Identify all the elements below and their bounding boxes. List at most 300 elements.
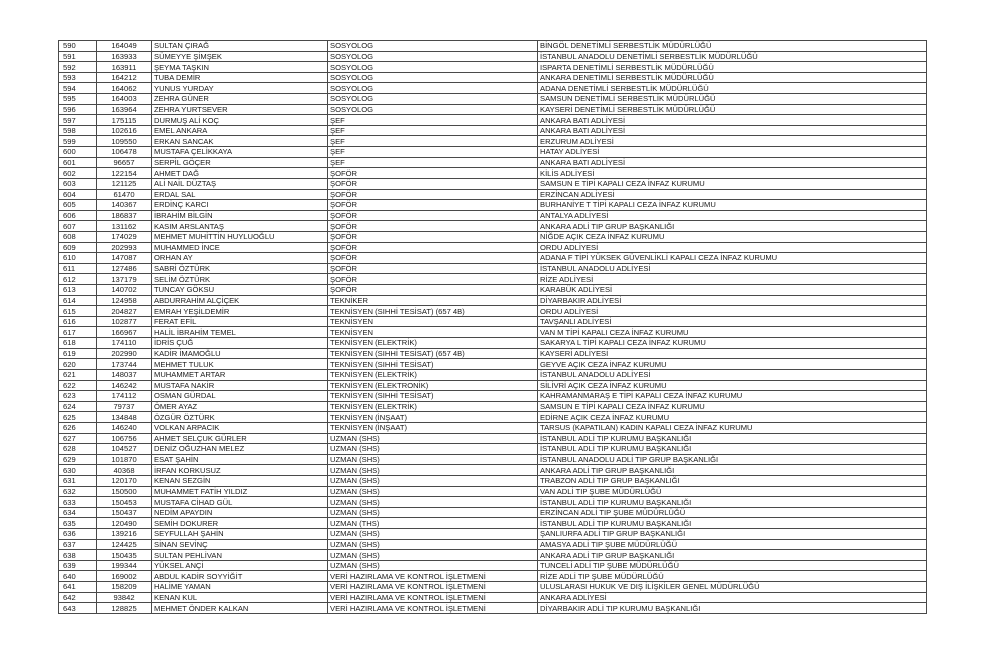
registry-number-cell: 173744 xyxy=(97,359,152,370)
assigned-unit-cell: TUNCELİ ADLİ TIP ŞUBE MÜDÜRLÜĞÜ xyxy=(538,560,927,571)
table-row xyxy=(59,306,927,317)
registry-number-cell: 150453 xyxy=(97,497,152,508)
job-title-cell: UZMAN (SHS) xyxy=(328,444,538,455)
full-name-cell: NEDİM APAYDIN xyxy=(152,507,328,518)
assigned-unit-cell: HATAY ADLİYESİ xyxy=(538,147,927,158)
job-title-cell: ŞOFÖR xyxy=(328,242,538,253)
table-row xyxy=(59,125,927,136)
row-number-cell: 629 xyxy=(59,454,97,465)
assigned-unit-cell: ANKARA DENETİMLİ SERBESTLİK MÜDÜRLÜĞÜ xyxy=(538,72,927,83)
full-name-cell: MEHMET ÖNDER KALKAN xyxy=(152,603,328,614)
registry-number-cell: 102616 xyxy=(97,125,152,136)
job-title-cell: ŞEF xyxy=(328,115,538,126)
full-name-cell: FERAT EFİL xyxy=(152,316,328,327)
full-name-cell: VOLKAN ARPACIK xyxy=(152,422,328,433)
full-name-cell: MUSTAFA NAKİR xyxy=(152,380,328,391)
job-title-cell: SOSYOLOG xyxy=(328,41,538,52)
table-row xyxy=(59,62,927,73)
assigned-unit-cell: ANKARA ADLİYESİ xyxy=(538,592,927,603)
job-title-cell: VERİ HAZIRLAMA VE KONTROL İŞLETMENİ xyxy=(328,603,538,614)
table-row xyxy=(59,369,927,380)
full-name-cell: KASIM ARSLANTAŞ xyxy=(152,221,328,232)
registry-number-cell: 102877 xyxy=(97,316,152,327)
full-name-cell: TUNCAY GÖKSU xyxy=(152,285,328,296)
assigned-unit-cell: ANKARA BATI ADLİYESİ xyxy=(538,115,927,126)
registry-number-cell: 199344 xyxy=(97,560,152,571)
table-row xyxy=(59,41,927,52)
table-row xyxy=(59,94,927,105)
job-title-cell: TEKNİSYEN (SIHHİ TESİSAT) (657 4B) xyxy=(328,348,538,359)
assigned-unit-cell: ANKARA BATI ADLİYESİ xyxy=(538,125,927,136)
row-number-cell: 604 xyxy=(59,189,97,200)
full-name-cell: ŞEYMA TAŞKIN xyxy=(152,62,328,73)
assigned-unit-cell: TRABZON ADLİ TIP GRUP BAŞKANLIĞI xyxy=(538,475,927,486)
row-number-cell: 590 xyxy=(59,41,97,52)
table-row xyxy=(59,444,927,455)
job-title-cell: ŞOFÖR xyxy=(328,189,538,200)
registry-number-cell: 164049 xyxy=(97,41,152,52)
table-row xyxy=(59,72,927,83)
assigned-unit-cell: GEYVE AÇIK CEZA İNFAZ KURUMU xyxy=(538,359,927,370)
registry-number-cell: 169002 xyxy=(97,571,152,582)
row-number-cell: 637 xyxy=(59,539,97,550)
registry-number-cell: 120170 xyxy=(97,475,152,486)
job-title-cell: UZMAN (SHS) xyxy=(328,497,538,508)
table-row xyxy=(59,104,927,115)
row-number-cell: 619 xyxy=(59,348,97,359)
row-number-cell: 642 xyxy=(59,592,97,603)
table-row xyxy=(59,83,927,94)
full-name-cell: MUHAMMET ARTAR xyxy=(152,369,328,380)
full-name-cell: ESAT ŞAHİN xyxy=(152,454,328,465)
assigned-unit-cell: BİNGÖL DENETİMLİ SERBESTLİK MÜDÜRLÜĞÜ xyxy=(538,41,927,52)
assigned-unit-cell: SAMSUN DENETİMLİ SERBESTLİK MÜDÜRLÜĞÜ xyxy=(538,94,927,105)
registry-number-cell: 96657 xyxy=(97,157,152,168)
full-name-cell: SİNAN SEVİNÇ xyxy=(152,539,328,550)
personnel-table xyxy=(58,40,927,614)
row-number-cell: 596 xyxy=(59,104,97,115)
table-row xyxy=(59,539,927,550)
registry-number-cell: 146242 xyxy=(97,380,152,391)
row-number-cell: 597 xyxy=(59,115,97,126)
job-title-cell: UZMAN (SHS) xyxy=(328,529,538,540)
assigned-unit-cell: BURHANİYE T TİPİ KAPALI CEZA İNFAZ KURUMU xyxy=(538,200,927,211)
registry-number-cell: 175115 xyxy=(97,115,152,126)
row-number-cell: 618 xyxy=(59,338,97,349)
registry-number-cell: 131162 xyxy=(97,221,152,232)
registry-number-cell: 120490 xyxy=(97,518,152,529)
job-title-cell: ŞOFÖR xyxy=(328,200,538,211)
row-number-cell: 621 xyxy=(59,369,97,380)
registry-number-cell: 121125 xyxy=(97,178,152,189)
table-body xyxy=(59,41,927,614)
row-number-cell: 630 xyxy=(59,465,97,476)
job-title-cell: TEKNİSYEN (ELEKTRONİK) xyxy=(328,380,538,391)
assigned-unit-cell: İSTANBUL ADLİ TIP KURUMU BAŞKANLIĞI xyxy=(538,518,927,529)
job-title-cell: UZMAN (THS) xyxy=(328,518,538,529)
row-number-cell: 633 xyxy=(59,497,97,508)
table-row xyxy=(59,189,927,200)
table-row xyxy=(59,327,927,338)
full-name-cell: ÖZGÜR ÖZTÜRK xyxy=(152,412,328,423)
full-name-cell: AHMET SELÇUK GÜRLER xyxy=(152,433,328,444)
full-name-cell: İRFAN KORKUSUZ xyxy=(152,465,328,476)
assigned-unit-cell: İSTANBUL ANADOLU ADLİYESİ xyxy=(538,263,927,274)
assigned-unit-cell: ERZİNCAN ADLİ TIP ŞUBE MÜDÜRLÜĞÜ xyxy=(538,507,927,518)
registry-number-cell: 174029 xyxy=(97,231,152,242)
full-name-cell: AHMET DAĞ xyxy=(152,168,328,179)
table-row xyxy=(59,285,927,296)
job-title-cell: ŞOFÖR xyxy=(328,231,538,242)
full-name-cell: ÖMER AYAZ xyxy=(152,401,328,412)
job-title-cell: ŞOFÖR xyxy=(328,221,538,232)
row-number-cell: 595 xyxy=(59,94,97,105)
full-name-cell: ALİ NAİL DÜZTAŞ xyxy=(152,178,328,189)
job-title-cell: SOSYOLOG xyxy=(328,72,538,83)
assigned-unit-cell: İSTANBUL ADLİ TIP KURUMU BAŞKANLIĞI xyxy=(538,433,927,444)
table-row xyxy=(59,454,927,465)
full-name-cell: DENİZ OĞUZHAN MELEZ xyxy=(152,444,328,455)
assigned-unit-cell: RİZE ADLİ TIP ŞUBE MÜDÜRLÜĞÜ xyxy=(538,571,927,582)
registry-number-cell: 134848 xyxy=(97,412,152,423)
registry-number-cell: 202990 xyxy=(97,348,152,359)
row-number-cell: 612 xyxy=(59,274,97,285)
job-title-cell: UZMAN (SHS) xyxy=(328,539,538,550)
full-name-cell: SÜMEYYE ŞİMŞEK xyxy=(152,51,328,62)
row-number-cell: 591 xyxy=(59,51,97,62)
assigned-unit-cell: İSTANBUL ADLİ TIP KURUMU BAŞKANLIĞI xyxy=(538,497,927,508)
full-name-cell: SEMİH DOKURER xyxy=(152,518,328,529)
full-name-cell: YÜKSEL ANÇİ xyxy=(152,560,328,571)
full-name-cell: SERPİL GÖÇER xyxy=(152,157,328,168)
registry-number-cell: 163964 xyxy=(97,104,152,115)
assigned-unit-cell: ANKARA ADLİ TIP GRUP BAŞKANLIĞI xyxy=(538,221,927,232)
table-row xyxy=(59,178,927,189)
assigned-unit-cell: DİYARBAKIR ADLİ TIP KURUMU BAŞKANLIĞI xyxy=(538,603,927,614)
registry-number-cell: 163933 xyxy=(97,51,152,62)
row-number-cell: 628 xyxy=(59,444,97,455)
full-name-cell: KENAN KUL xyxy=(152,592,328,603)
assigned-unit-cell: ANKARA BATI ADLİYESİ xyxy=(538,157,927,168)
registry-number-cell: 124958 xyxy=(97,295,152,306)
table-row xyxy=(59,412,927,423)
row-number-cell: 626 xyxy=(59,422,97,433)
table-row xyxy=(59,550,927,561)
table-row xyxy=(59,295,927,306)
table-row xyxy=(59,157,927,168)
registry-number-cell: 124425 xyxy=(97,539,152,550)
registry-number-cell: 140367 xyxy=(97,200,152,211)
registry-number-cell: 166967 xyxy=(97,327,152,338)
registry-number-cell: 150435 xyxy=(97,550,152,561)
table-row xyxy=(59,242,927,253)
assigned-unit-cell: ORDU ADLİYESİ xyxy=(538,306,927,317)
table-row xyxy=(59,316,927,327)
registry-number-cell: 122154 xyxy=(97,168,152,179)
table-row xyxy=(59,168,927,179)
row-number-cell: 608 xyxy=(59,231,97,242)
row-number-cell: 634 xyxy=(59,507,97,518)
table-row xyxy=(59,475,927,486)
assigned-unit-cell: ŞANLIURFA ADLİ TIP GRUP BAŞKANLIĞI xyxy=(538,529,927,540)
registry-number-cell: 104527 xyxy=(97,444,152,455)
assigned-unit-cell: ERZURUM ADLİYESİ xyxy=(538,136,927,147)
registry-number-cell: 109550 xyxy=(97,136,152,147)
full-name-cell: ZEHRA YURTSEVER xyxy=(152,104,328,115)
table-row xyxy=(59,359,927,370)
row-number-cell: 594 xyxy=(59,83,97,94)
registry-number-cell: 202993 xyxy=(97,242,152,253)
full-name-cell: HALİL İBRAHİM TEMEL xyxy=(152,327,328,338)
registry-number-cell: 150437 xyxy=(97,507,152,518)
registry-number-cell: 79737 xyxy=(97,401,152,412)
full-name-cell: SULTAN PEHLİVAN xyxy=(152,550,328,561)
registry-number-cell: 164003 xyxy=(97,94,152,105)
table-row xyxy=(59,200,927,211)
registry-number-cell: 164062 xyxy=(97,83,152,94)
table-row xyxy=(59,274,927,285)
document-sheet xyxy=(58,40,926,614)
registry-number-cell: 148037 xyxy=(97,369,152,380)
row-number-cell: 631 xyxy=(59,475,97,486)
registry-number-cell: 158209 xyxy=(97,582,152,593)
row-number-cell: 639 xyxy=(59,560,97,571)
row-number-cell: 638 xyxy=(59,550,97,561)
assigned-unit-cell: RİZE ADLİYESİ xyxy=(538,274,927,285)
table-row xyxy=(59,497,927,508)
full-name-cell: ABDURRAHİM ALÇİÇEK xyxy=(152,295,328,306)
job-title-cell: UZMAN (SHS) xyxy=(328,507,538,518)
job-title-cell: SOSYOLOG xyxy=(328,83,538,94)
row-number-cell: 600 xyxy=(59,147,97,158)
assigned-unit-cell: KAYSERİ ADLİYESİ xyxy=(538,348,927,359)
job-title-cell: SOSYOLOG xyxy=(328,51,538,62)
table-row xyxy=(59,603,927,614)
row-number-cell: 616 xyxy=(59,316,97,327)
full-name-cell: YUNUS YURDAY xyxy=(152,83,328,94)
full-name-cell: İDRİS ÇUĞ xyxy=(152,338,328,349)
table-row xyxy=(59,507,927,518)
job-title-cell: SOSYOLOG xyxy=(328,94,538,105)
table-row xyxy=(59,582,927,593)
row-number-cell: 613 xyxy=(59,285,97,296)
registry-number-cell: 61470 xyxy=(97,189,152,200)
assigned-unit-cell: İSTANBUL ADLİ TIP KURUMU BAŞKANLIĞI xyxy=(538,444,927,455)
job-title-cell: TEKNİSYEN xyxy=(328,316,538,327)
job-title-cell: UZMAN (SHS) xyxy=(328,560,538,571)
assigned-unit-cell: TAVŞANLI ADLİYESİ xyxy=(538,316,927,327)
table-row xyxy=(59,486,927,497)
job-title-cell: UZMAN (SHS) xyxy=(328,433,538,444)
table-row xyxy=(59,465,927,476)
full-name-cell: SABRİ ÖZTÜRK xyxy=(152,263,328,274)
job-title-cell: TEKNİSYEN (ELEKTRİK) xyxy=(328,401,538,412)
full-name-cell: TUBA DEMİR xyxy=(152,72,328,83)
job-title-cell: VERİ HAZIRLAMA VE KONTROL İŞLETMENİ xyxy=(328,592,538,603)
row-number-cell: 643 xyxy=(59,603,97,614)
row-number-cell: 609 xyxy=(59,242,97,253)
table-row xyxy=(59,210,927,221)
registry-number-cell: 164212 xyxy=(97,72,152,83)
table-row xyxy=(59,338,927,349)
job-title-cell: ŞEF xyxy=(328,147,538,158)
full-name-cell: MEHMET MUHİTTİN HUYLUOĞLU xyxy=(152,231,328,242)
row-number-cell: 598 xyxy=(59,125,97,136)
registry-number-cell: 140702 xyxy=(97,285,152,296)
full-name-cell: SULTAN ÇIRAĞ xyxy=(152,41,328,52)
assigned-unit-cell: SAKARYA L TİPİ KAPALI CEZA İNFAZ KURUMU xyxy=(538,338,927,349)
registry-number-cell: 127486 xyxy=(97,263,152,274)
registry-number-cell: 147087 xyxy=(97,253,152,264)
table-row xyxy=(59,51,927,62)
full-name-cell: EMRAH YEŞİLDEMİR xyxy=(152,306,328,317)
row-number-cell: 640 xyxy=(59,571,97,582)
row-number-cell: 635 xyxy=(59,518,97,529)
full-name-cell: ERDAL SAL xyxy=(152,189,328,200)
table-row xyxy=(59,136,927,147)
assigned-unit-cell: SİLİVRİ AÇIK CEZA İNFAZ KURUMU xyxy=(538,380,927,391)
row-number-cell: 624 xyxy=(59,401,97,412)
assigned-unit-cell: KAYSERİ DENETİMLİ SERBESTLİK MÜDÜRLÜĞÜ xyxy=(538,104,927,115)
full-name-cell: SELİM ÖZTÜRK xyxy=(152,274,328,285)
registry-number-cell: 139216 xyxy=(97,529,152,540)
row-number-cell: 620 xyxy=(59,359,97,370)
assigned-unit-cell: ORDU ADLİYESİ xyxy=(538,242,927,253)
job-title-cell: TEKNİSYEN (ELEKTRİK) xyxy=(328,369,538,380)
table-row xyxy=(59,391,927,402)
registry-number-cell: 106756 xyxy=(97,433,152,444)
job-title-cell: VERİ HAZIRLAMA VE KONTROL İŞLETMENİ xyxy=(328,571,538,582)
assigned-unit-cell: VAN ADLİ TIP ŞUBE MÜDÜRLÜĞÜ xyxy=(538,486,927,497)
row-number-cell: 614 xyxy=(59,295,97,306)
registry-number-cell: 93842 xyxy=(97,592,152,603)
assigned-unit-cell: ANKARA ADLİ TIP GRUP BAŞKANLIĞI xyxy=(538,465,927,476)
job-title-cell: TEKNİKER xyxy=(328,295,538,306)
full-name-cell: ERKAN SANCAK xyxy=(152,136,328,147)
job-title-cell: ŞEF xyxy=(328,136,538,147)
assigned-unit-cell: KARABÜK ADLİYESİ xyxy=(538,285,927,296)
registry-number-cell: 204827 xyxy=(97,306,152,317)
row-number-cell: 615 xyxy=(59,306,97,317)
registry-number-cell: 40368 xyxy=(97,465,152,476)
job-title-cell: ŞOFÖR xyxy=(328,178,538,189)
assigned-unit-cell: KİLİS ADLİYESİ xyxy=(538,168,927,179)
job-title-cell: SOSYOLOG xyxy=(328,62,538,73)
table-row xyxy=(59,571,927,582)
job-title-cell: ŞOFÖR xyxy=(328,285,538,296)
assigned-unit-cell: KAHRAMANMARAŞ E TİPİ KAPALI CEZA İNFAZ KURUMU xyxy=(538,391,927,402)
job-title-cell: ŞOFÖR xyxy=(328,253,538,264)
table-row xyxy=(59,422,927,433)
job-title-cell: UZMAN (SHS) xyxy=(328,454,538,465)
assigned-unit-cell: ULUSLARASI HUKUK VE DIŞ İLİŞKİLER GENEL MÜDÜRLÜĞÜ xyxy=(538,582,927,593)
job-title-cell: TEKNİSYEN (SIHHİ TESİSAT) (657 4B) xyxy=(328,306,538,317)
assigned-unit-cell: EDİRNE AÇIK CEZA İNFAZ KURUMU xyxy=(538,412,927,423)
row-number-cell: 623 xyxy=(59,391,97,402)
assigned-unit-cell: NİĞDE AÇIK CEZA İNFAZ KURUMU xyxy=(538,231,927,242)
assigned-unit-cell: İSTANBUL ANADOLU ADLİ TIP GRUP BAŞKANLIĞI xyxy=(538,454,927,465)
table-row xyxy=(59,348,927,359)
registry-number-cell: 163911 xyxy=(97,62,152,73)
full-name-cell: MUHAMMED İNCE xyxy=(152,242,328,253)
assigned-unit-cell: ANKARA ADLİ TIP GRUP BAŞKANLIĞI xyxy=(538,550,927,561)
row-number-cell: 592 xyxy=(59,62,97,73)
row-number-cell: 632 xyxy=(59,486,97,497)
row-number-cell: 641 xyxy=(59,582,97,593)
row-number-cell: 606 xyxy=(59,210,97,221)
job-title-cell: TEKNİSYEN (ELEKTRİK) xyxy=(328,338,538,349)
row-number-cell: 602 xyxy=(59,168,97,179)
row-number-cell: 636 xyxy=(59,529,97,540)
registry-number-cell: 150500 xyxy=(97,486,152,497)
table-row xyxy=(59,231,927,242)
registry-number-cell: 174110 xyxy=(97,338,152,349)
full-name-cell: ZEHRA GÜNER xyxy=(152,94,328,105)
full-name-cell: MEHMET TULUK xyxy=(152,359,328,370)
job-title-cell: UZMAN (SHS) xyxy=(328,486,538,497)
table-row xyxy=(59,115,927,126)
job-title-cell: ŞOFÖR xyxy=(328,210,538,221)
job-title-cell: UZMAN (SHS) xyxy=(328,550,538,561)
assigned-unit-cell: VAN M TİPİ KAPALI CEZA İNFAZ KURUMU xyxy=(538,327,927,338)
full-name-cell: ABDUL KADİR SOYYİĞİT xyxy=(152,571,328,582)
job-title-cell: TEKNİSYEN xyxy=(328,327,538,338)
row-number-cell: 603 xyxy=(59,178,97,189)
table-row xyxy=(59,147,927,158)
assigned-unit-cell: ISPARTA DENETİMLİ SERBESTLİK MÜDÜRLÜĞÜ xyxy=(538,62,927,73)
row-number-cell: 605 xyxy=(59,200,97,211)
row-number-cell: 593 xyxy=(59,72,97,83)
registry-number-cell: 146240 xyxy=(97,422,152,433)
job-title-cell: VERİ HAZIRLAMA VE KONTROL İŞLETMENİ xyxy=(328,582,538,593)
row-number-cell: 617 xyxy=(59,327,97,338)
row-number-cell: 599 xyxy=(59,136,97,147)
table-row xyxy=(59,221,927,232)
row-number-cell: 607 xyxy=(59,221,97,232)
job-title-cell: TEKNİSYEN (İNŞAAT) xyxy=(328,412,538,423)
table-row xyxy=(59,380,927,391)
row-number-cell: 625 xyxy=(59,412,97,423)
full-name-cell: SEYFULLAH ŞAHİN xyxy=(152,529,328,540)
registry-number-cell: 128825 xyxy=(97,603,152,614)
full-name-cell: EMEL ANKARA xyxy=(152,125,328,136)
full-name-cell: HALİME YAMAN xyxy=(152,582,328,593)
job-title-cell: UZMAN (SHS) xyxy=(328,465,538,476)
registry-number-cell: 101870 xyxy=(97,454,152,465)
assigned-unit-cell: SAMSUN E TİPİ KAPALI CEZA İNFAZ KURUMU xyxy=(538,401,927,412)
job-title-cell: TEKNİSYEN (SIHHİ TESİSAT) xyxy=(328,391,538,402)
table-row xyxy=(59,263,927,274)
job-title-cell: ŞOFÖR xyxy=(328,263,538,274)
table-row xyxy=(59,518,927,529)
table-row xyxy=(59,401,927,412)
registry-number-cell: 174112 xyxy=(97,391,152,402)
full-name-cell: DURMUŞ ALİ KOÇ xyxy=(152,115,328,126)
full-name-cell: KENAN SEZGİN xyxy=(152,475,328,486)
row-number-cell: 610 xyxy=(59,253,97,264)
full-name-cell: İBRAHİM BİLGİN xyxy=(152,210,328,221)
job-title-cell: ŞOFÖR xyxy=(328,168,538,179)
full-name-cell: MUSTAFA ÇELİKKAYA xyxy=(152,147,328,158)
registry-number-cell: 106478 xyxy=(97,147,152,158)
job-title-cell: SOSYOLOG xyxy=(328,104,538,115)
full-name-cell: MUSTAFA CİHAD GÜL xyxy=(152,497,328,508)
registry-number-cell: 186837 xyxy=(97,210,152,221)
assigned-unit-cell: İSTANBUL ANADOLU DENETİMLİ SERBESTLİK MÜDÜRLÜĞÜ xyxy=(538,51,927,62)
job-title-cell: ŞEF xyxy=(328,157,538,168)
table-row xyxy=(59,253,927,264)
assigned-unit-cell: ERZİNCAN ADLİYESİ xyxy=(538,189,927,200)
